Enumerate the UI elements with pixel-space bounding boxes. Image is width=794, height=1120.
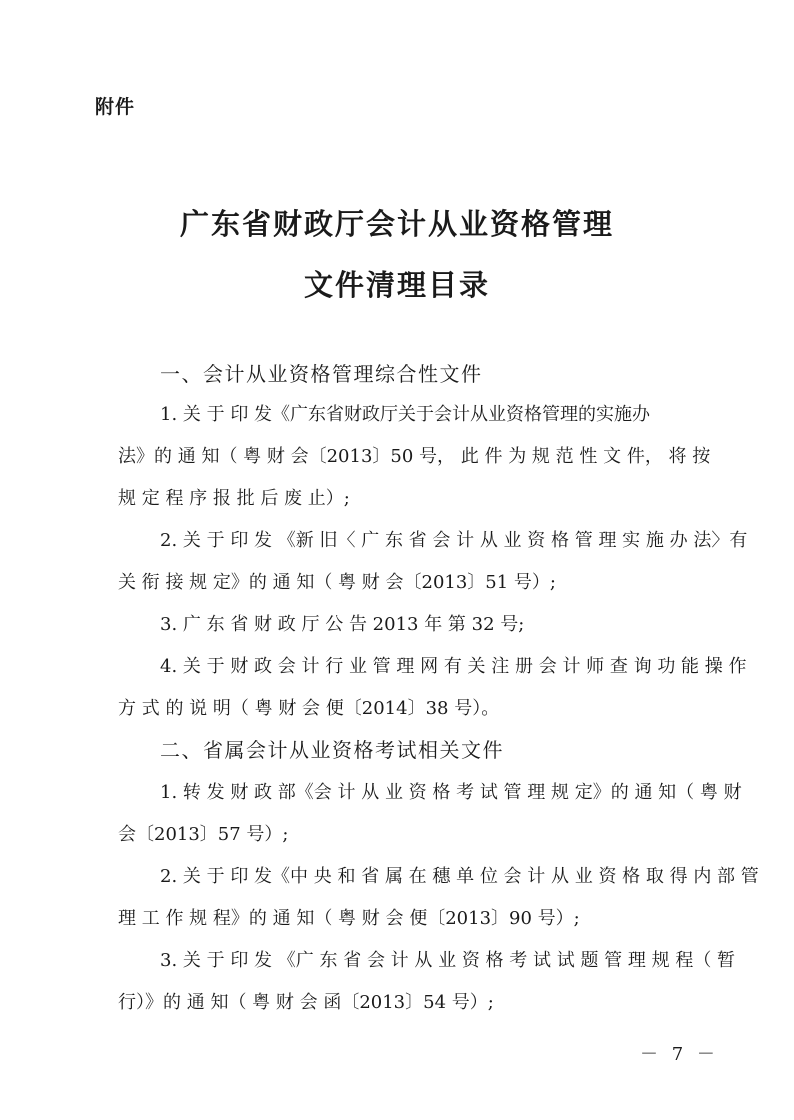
section-heading-2: 二、省属会计从业资格考试相关文件 [160,738,504,762]
section-1-item-1-line-2: 法》的 通 知（ 粤 财 会〔2013〕50 号， 此 件 为 规 范 性 文 件， 将 按 [118,446,711,467]
section-2-item-2-line-1: 2. 关 于 印 发《中 央 和 省 属 在 穗 单 位 会 计 从 业 资 格 取 得 内 部 管 [160,866,759,887]
section-1-item-3-line-1: 3. 广 东 省 财 政 厅 公 告 2013 年 第 32 号; [160,614,525,635]
section-2-item-2-line-2: 理 工 作 规 程》的 通 知（ 粤 财 会 便〔2013〕90 号）; [118,908,580,929]
section-2-item-3-line-2: 行）》的 通 知（ 粤 财 会 函〔2013〕54 号）; [118,992,494,1013]
page-number: － 7 － [640,1044,719,1065]
section-1-item-4-line-2: 方 式 的 说 明（ 粤 财 会 便〔2014〕38 号）。 [118,698,500,719]
section-2-item-1-line-1: 1. 转 发 财 政 部《会 计 从 业 资 格 考 试 管 理 规 定》的 通 知（ 粤 财 [160,782,742,803]
section-2-item-3-line-1: 3. 关 于 印 发 《广 东 省 会 计 从 业 资 格 考 试 试 题 管 理 规 程（ 暂 [160,950,736,971]
section-1-item-4-line-1: 4. 关 于 财 政 会 计 行 业 管 理 网 有 关 注 册 会 计 师 查 询 功 能 操 作 [160,656,747,677]
section-heading-1: 一、会计从业资格管理综合性文件 [160,362,483,386]
section-1-item-2-line-1: 2. 关 于 印 发 《新 旧〈 广 东 省 会 计 从 业 资 格 管 理 实 施 办 法〉有 [160,530,748,551]
section-1-item-2-line-2: 关 衔 接 规 定》的 通 知（ 粤 财 会〔2013〕51 号）; [118,572,556,593]
section-1-item-1-line-1: 1. 关 于 印 发《广东省财政厅关于会计从业资格管理的实施办 [160,404,651,425]
document-title-line-1: 广东省财政厅会计从业资格管理 [179,207,614,241]
section-1-item-1-line-3: 规 定 程 序 报 批 后 废 止）; [118,488,350,509]
section-2-item-1-line-2: 会〔2013〕57 号）; [118,824,289,845]
attachment-label: 附件 [95,96,136,118]
document-title-line-2: 文件清理目录 [303,268,490,302]
